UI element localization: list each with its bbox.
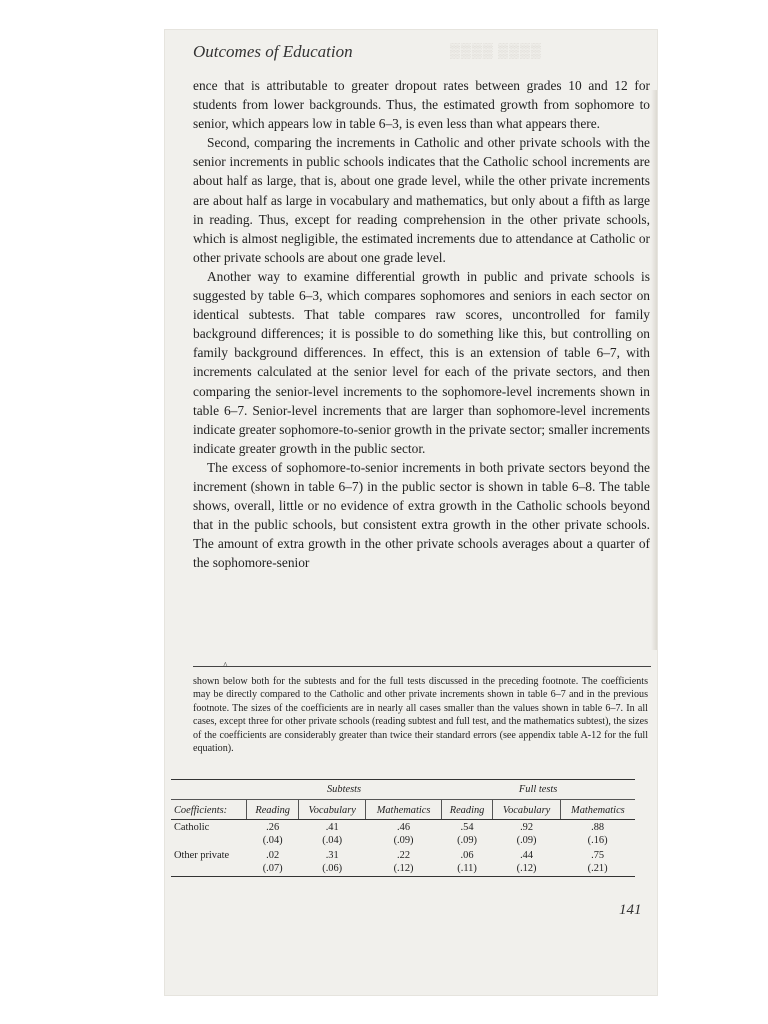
- table-cell: .41 (.04): [322, 822, 343, 846]
- table-cell: .06 (.11): [457, 850, 477, 874]
- column-header: Reading: [441, 800, 493, 820]
- table-cell: .26 (.04): [262, 822, 283, 846]
- column-header: Vocabulary: [299, 800, 366, 820]
- table-group-header-row: [171, 780, 635, 800]
- column-header: Reading: [247, 800, 299, 820]
- running-head: Outcomes of Education: [193, 42, 353, 61]
- group-header-subtests: Subtests: [247, 780, 441, 800]
- column-header: Mathematics: [366, 800, 441, 820]
- bleed-through-text: ▒▒▒▒ ▒▒▒▒: [450, 44, 542, 59]
- group-header-full-tests: Full tests: [441, 780, 635, 800]
- body-text: [193, 76, 650, 572]
- footnote-divider: [193, 666, 651, 667]
- paragraph: Another way to examine differential growth in public and private schools is suggested by table 6–3, which compares sophomores and seniors in each sector on identical subtests. That table compares raw scores, uncontrolled for family background differences; it is possible to do something like this, but controlling on family background differences. In effect, this is an extension of table 6–7, with increments calculated at the senior level for each of the private sectors, and then comparing the senior-level increments to the sophomore-level increments shown in table 6–7. Senior-level increments that are larger than sophomore-level increments indicate greater sophomore-to-senior growth in the private sector; smaller increments indicate greater growth in the public sector.: [193, 268, 650, 456]
- column-header: Vocabulary: [493, 800, 560, 820]
- table-header-row: [171, 800, 635, 820]
- table-cell: .92 (.09): [516, 822, 537, 846]
- table-cell: .22 (.12): [393, 850, 414, 874]
- footnote: [193, 675, 648, 755]
- table-cell: .31 (.06): [322, 850, 343, 874]
- table-cell: .46 (.09): [393, 822, 414, 846]
- row-header: Coefficients:: [171, 800, 247, 820]
- table-bottom-rule: [171, 877, 635, 879]
- divider-mark: ^: [223, 661, 228, 672]
- row-label: Catholic: [174, 822, 210, 833]
- book-page: [165, 30, 657, 995]
- paragraph: The excess of sophomore-to-senior increments in both private sectors beyond the increment (shown in table 6–7) in the public sector is shown in table 6–8. The table shows, overall, little or no evidence of extra growth in the Catholic schools beyond that in the public schools, but consistent extra growth in the other private schools. The amount of extra growth in the other private schools averages about a quarter of the sophomore-senior: [193, 459, 650, 571]
- footnote-text: shown below both for the subtests and for the full tests discussed in the preceding footnote. The coefficients may be directly compared to the Catholic and other private increments shown in table 6–7 and in the previous footnote. The sizes of the coefficients are in nearly all cases smaller than the values shown in table 6–7. In all cases, except three for other private schools (reading subtest and full test, and the mathematics subtest), the sizes of the coefficients are considerably greater than twice their standard errors (see appendix table A-12 for the full equation).: [193, 676, 648, 755]
- table-cell: .54 (.09): [457, 822, 477, 846]
- table-cell: .88 (.16): [587, 822, 608, 846]
- page-curl-shadow: [651, 90, 657, 650]
- row-label: Other private: [174, 850, 230, 861]
- table-row: [171, 848, 635, 877]
- page-number: 141: [619, 902, 642, 918]
- table-row: [171, 820, 635, 849]
- coefficients-table: [171, 779, 635, 878]
- table-cell: .02 (.07): [262, 850, 283, 874]
- column-header: Mathematics: [560, 800, 635, 820]
- table-cell: .44 (.12): [516, 850, 537, 874]
- paragraph: Second, comparing the increments in Catholic and other private schools with the senior increments in public schools indicates that the Catholic school increments are about half as large, that is, about one grade level, while the other private increments are about half as large in vocabulary and mathematics, but only about a fifth as large in reading. Thus, except for reading comprehension in the other private schools, which is almost negligible, the estimated increments due to attendance at Catholic or other private schools are about one grade level.: [193, 135, 650, 265]
- paragraph: ence that is attributable to greater dropout rates between grades 10 and 12 for students from lower backgrounds. Thus, the estimated growth from sophomore to senior, which appears low in table 6–3, is even less than what appears there.: [193, 78, 650, 132]
- table-cell: .75 (.21): [587, 850, 608, 874]
